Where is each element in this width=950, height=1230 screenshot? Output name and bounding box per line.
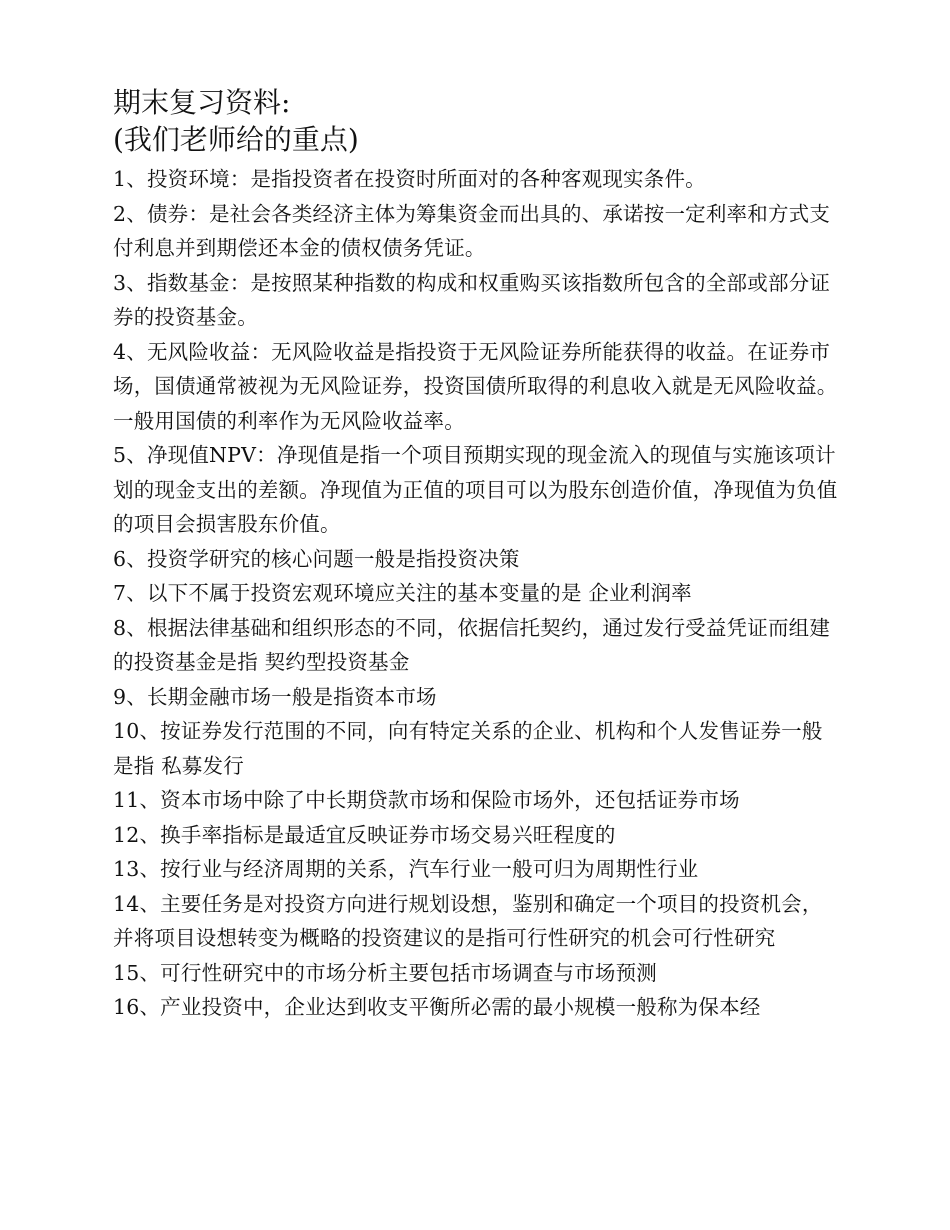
list-item: 14、主要任务是对投资方向进行规划设想，鉴别和确定一个项目的投资机会，并将项目设想转变为概略的投资建议的是指可行性研究的机会可行性研究 (113, 891, 823, 950)
document-subtitle: (我们老师给的重点) (113, 123, 359, 156)
list-item: 5、净现值NPV：净现值是指一个项目预期实现的现金流入的现值与实施该项计划的现金支出的差额。净现值为正值的项目可以为股东创造价值，净现值为负值的项目会损害股东价值。 (113, 443, 838, 536)
list-item: 7、以下不属于投资宏观环境应关注的基本变量的是 企业利润率 (113, 581, 692, 605)
list-item: 9、长期金融市场一般是指资本市场 (113, 684, 437, 709)
list-item: 12、换手率指标是最适宜反映证券市场交易兴旺程度的 (113, 822, 616, 847)
document-page (113, 84, 843, 1025)
list-item: 16、产业投资中，企业达到收支平衡所必需的最小规模一般称为保本经 (113, 995, 761, 1019)
list-item: 13、按行业与经济周期的关系，汽车行业一般可归为周期性行业 (113, 857, 699, 881)
list-item: 15、可行性研究中的市场分析主要包括市场调查与市场预测 (113, 960, 657, 985)
list-item: 8、根据法律基础和组织形态的不同，依据信托契约，通过发行受益凭证而组建的投资基金是指 契约型投资基金 (113, 615, 831, 674)
list-item: 11、资本市场中除了中长期贷款市场和保险市场外，还包括证券市场 (113, 788, 740, 812)
document-title: 期末复习资料: (113, 86, 291, 119)
list-item: 6、投资学研究的核心问题一般是指投资决策 (113, 546, 520, 571)
list-item: 4、无风险收益：无风险收益是指投资于无风险证券所能获得的收益。在证券市场，国债通常被视为无风险证券，投资国债所取得的利息收入就是无风险收益。一般用国债的利率作为无风险收益率。 (113, 339, 838, 433)
list-item: 1、投资环境：是指投资者在投资时所面对的各种客观现实条件。 (113, 167, 706, 191)
list-item: 2、债券：是社会各类经济主体为筹集资金而出具的、承诺按一定利率和方式支付利息并到期偿还本金的债权债务凭证。 (113, 201, 831, 260)
list-item: 3、指数基金：是按照某种指数的构成和权重购买该指数所包含的全部或部分证券的投资基金。 (113, 270, 831, 329)
review-points-list (113, 162, 843, 1025)
list-item: 10、按证券发行范围的不同，向有特定关系的企业、机构和个人发售证券一般是指 私募发行 (113, 719, 823, 778)
